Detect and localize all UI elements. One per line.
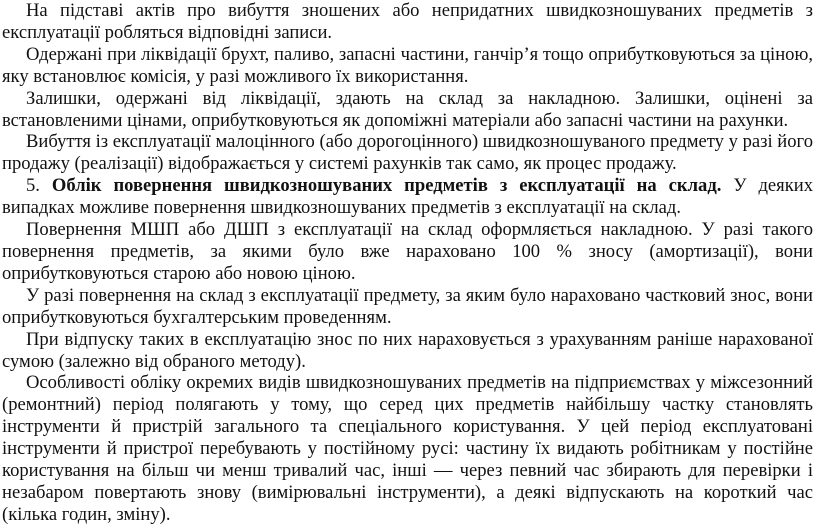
- section-heading-paragraph: [2, 175, 813, 219]
- paragraph-1: На підставі актів про вибуття зношених або непридатних швидкозношуваних предметів з експлуатації робляться відповідні записи.: [2, 0, 813, 43]
- section-number: 5.: [26, 175, 52, 197]
- paragraph-7: У разі повернення на склад з експлуатації предмету, за яким було нараховано частковий знос, вони оприбутковуються бухгалтерським проведенням.: [2, 284, 813, 328]
- section-intro-text: У деяких випадках можливе повернення швидкозношуваних предметів з експлуатації на склад.: [2, 175, 814, 219]
- section-title: Облік повернення швидкозношуваних предметів з експлуатації на склад.: [51, 175, 722, 197]
- paragraph-9: Особливості обліку окремих видів швидкозношуваних предметів на підприємствах у міжсезонний (ремонтний) період полягають у тому, що серед цих предметів найбільшу частку становлять інструменти й пристрій загального та спеціального користування. У цей період експлуатовані інструменти й пристрої перебувають у постійному русі: частину їх видають робітникам у постійне користування на більш чи менш тривалий час, інші — через певний час збирають для перевірки і незабаром повертають знову (вимірювальні інструменти), а деякі відпускають на короткий час (кілька годин, зміну).: [2, 372, 813, 525]
- paragraph-8: При відпуску таких в експлуатацію знос по них нараховується з урахуванням раніше нарахованої сумою (залежно від обраного методу).: [2, 328, 813, 372]
- paragraph-2: Одержані при ліквідації брухт, паливо, запасні частини, ганчір’я тощо оприбутковуються за ціною, яку встановлює комісія, у разі можливого їх використання.: [2, 43, 813, 87]
- paragraph-3: Залишки, одержані від ліквідації, здають на склад за накладною. Залишки, оцінені за встановленими цінами, оприбутковуються як допоміжні матеріали або запасні частини на рахунки.: [2, 87, 813, 131]
- paragraph-6: Повернення МШП або ДШП з експлуатації на склад оформляється накладною. У разі такого повернення предметів, за якими було вже нараховано 100 % зносу (амортизації), вони оприбутковуються старою або новою ціною.: [2, 219, 813, 284]
- paragraph-4: Вибуття із експлуатації малоцінного (або дорогоцінного) швидкозношуваного предмету у разі його продажу (реалізації) відображається у системі рахунків так само, як процес продажу.: [2, 131, 813, 175]
